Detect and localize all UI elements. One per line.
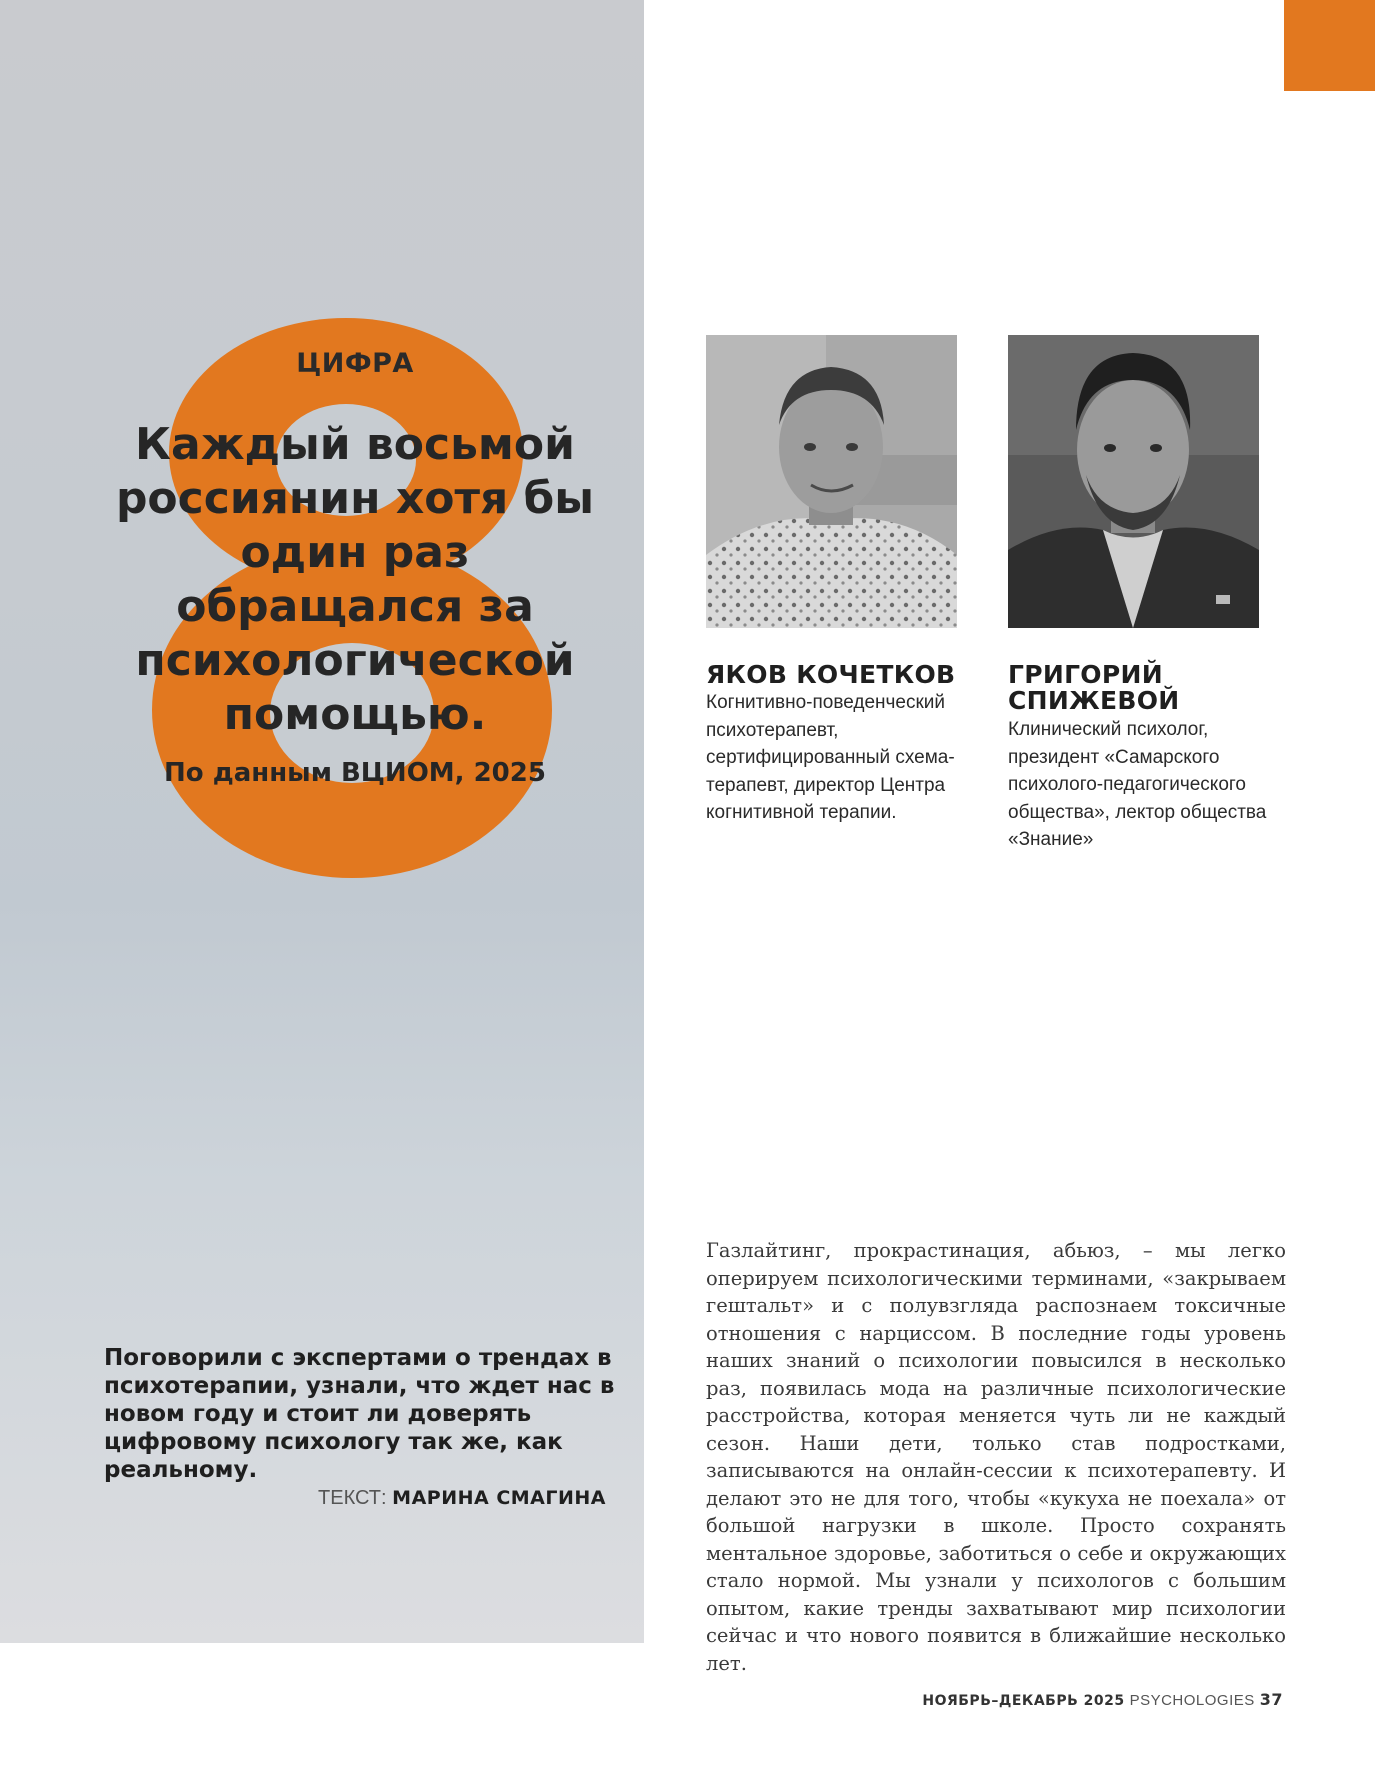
article-lead: Поговорили с экспертами о трендах в психотерапии, узнали, что ждет нас в новом году и стоит ли доверять цифровому психологу так же, как реальному.	[104, 1345, 615, 1483]
byline-author: МАРИНА СМАГИНА	[392, 1487, 606, 1509]
expert-photo-1	[706, 335, 957, 628]
article-intro-text: Газлайтинг, прокрастинация, абьюз, – мы легко оперируем психологическими терминами, «закрываем гештальт» и с полувзгляда распознаем токсичные отношения с нарциссом. В последние годы уровень наших знаний о психологии повысился в несколько раз, появилась мода на различные психологические расстройства, которая меняется чуть ли не каждый сезон. Наши дети, только став подростками, записываются на онлайн-сессии к психотерапевту. И делают это не для того, чтобы «кукуха не поехала» от большой нагрузки в школе. Просто сохранять ментальное здоровье, заботиться о себе и окружающих стало нормой. Мы узнали у психологов с большим опытом, какие тренды захватывают мир психологии сейчас и что нового появится в ближайшие несколько лет.	[706, 1239, 1286, 1675]
expert-name-1: ЯКОВ КОЧЕТКОВ	[706, 660, 956, 689]
footer-issue: НОЯБРЬ–ДЕКАБРЬ 2025	[922, 1693, 1125, 1709]
corner-accent-tab	[1284, 0, 1375, 91]
byline	[250, 1487, 606, 1510]
fact-headline: Каждый восьмой россиянин хотя бы один раз обращался за психологической помощью.	[115, 419, 595, 740]
expert-name-2: ГРИГОРИЙ СПИЖЕВОЙ	[1008, 660, 1180, 715]
expert-photo-2	[1008, 335, 1259, 628]
page-footer	[922, 1690, 1283, 1709]
expert-role-2: Клинический психолог, президент «Самарского психолого-педагогического общества», лектор общества «Знание»	[1008, 719, 1267, 850]
expert-role-1: Когнитивно-поведенческий психотерапевт, сертифицированный схема-терапевт, директор Центра когнитивной терапии.	[706, 692, 955, 823]
page-number: 37	[1259, 1690, 1283, 1709]
section-kicker: ЦИФРА	[296, 348, 414, 379]
portrait-2-image	[1008, 335, 1259, 628]
footer-magazine: PSYCHOLOGIES	[1129, 1692, 1255, 1709]
fact-source: По данным ВЦИОМ, 2025	[164, 758, 546, 788]
byline-label: ТЕКСТ:	[318, 1487, 387, 1509]
portrait-1-image	[706, 335, 957, 628]
